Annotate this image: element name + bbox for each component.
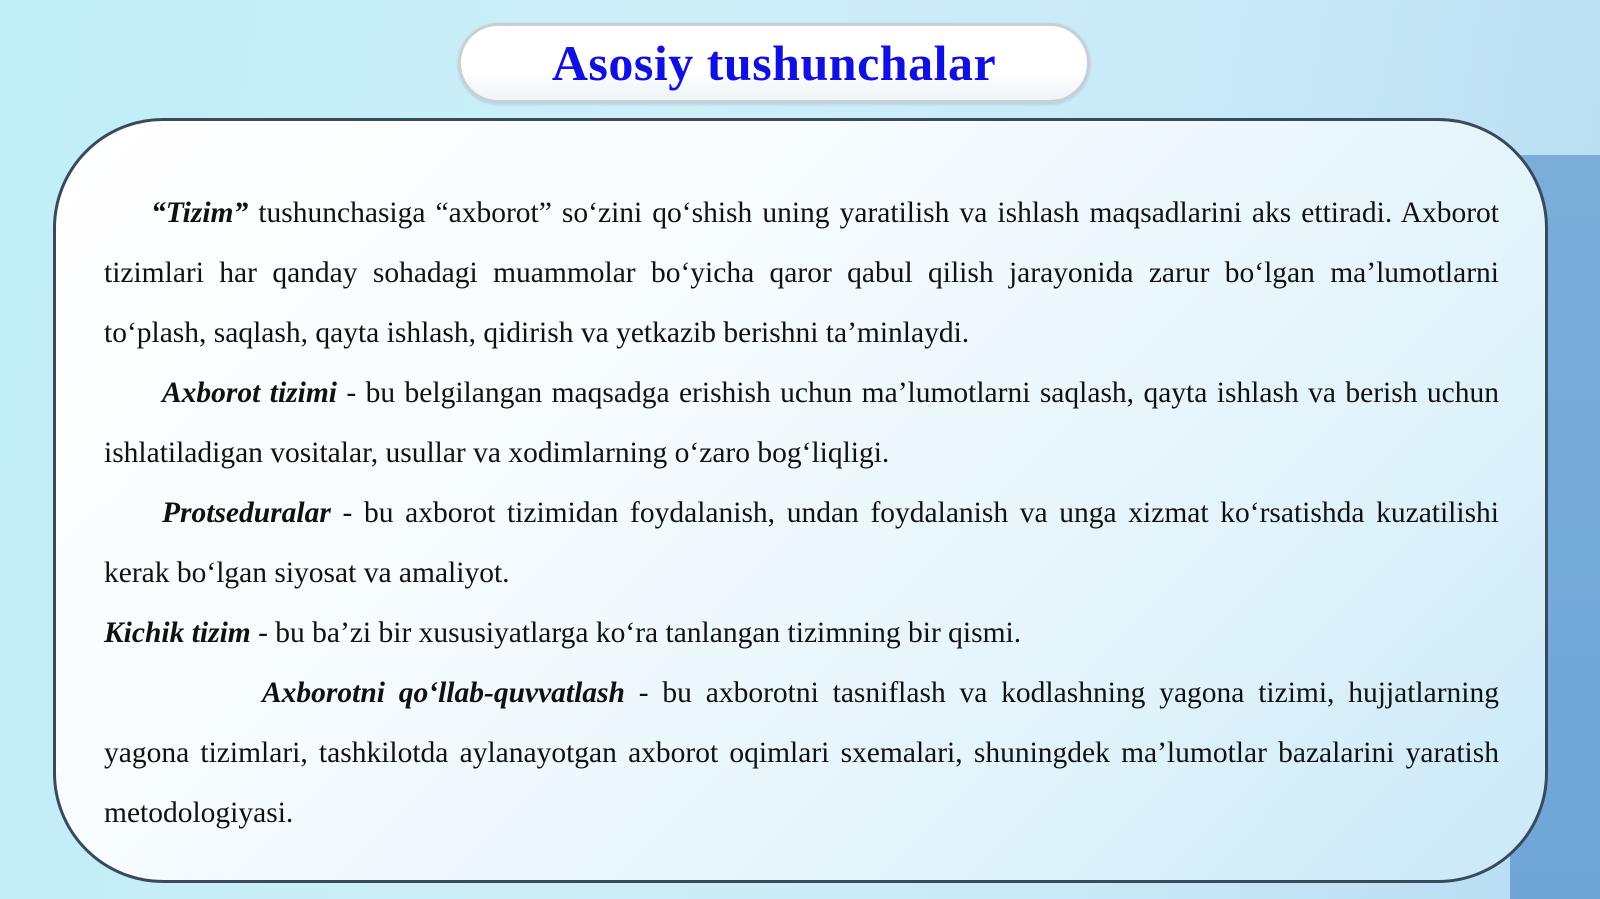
term-kichik-tizim: Kichik tizim bbox=[104, 617, 251, 649]
paragraph-axborot-tizimi bbox=[104, 363, 1499, 483]
definition-axborot-tizimi: - bu belgilangan maqsadga erishish uchun ma’lumotlarni saqlash, qayta ishlash va berish uchun ishlatiladigan vositalar, usullar va xodimlarning o‘zaro bog‘liqligi. bbox=[104, 377, 1499, 469]
term-axborot-tizimi: Axborot tizimi bbox=[162, 377, 337, 409]
slide-title: Asosiy tushunchalar bbox=[551, 35, 997, 91]
definition-protseduralar: - bu axborot tizimidan foydalanish, undan foydalanish va unga xizmat ko‘rsatishda kuzatilishi kerak bo‘lgan siyosat va amaliyot. bbox=[104, 497, 1499, 589]
paragraph-protseduralar bbox=[104, 483, 1499, 603]
term-tizim: “Tizim” bbox=[151, 197, 249, 229]
title-banner bbox=[458, 23, 1090, 103]
definitions-text bbox=[104, 183, 1499, 843]
definition-kichik-tizim: - bu ba’zi bir xususiyatlarga ko‘ra tanlangan tizimning bir qismi. bbox=[250, 617, 1022, 649]
paragraph-kichik-tizim bbox=[104, 603, 1499, 663]
term-axborotni-qollab: Axborotni qo‘llab-quvvatlash bbox=[262, 677, 625, 709]
paragraph-tizim bbox=[104, 183, 1499, 363]
content-panel bbox=[53, 118, 1548, 883]
definition-tizim: tushunchasiga “axborot” so‘zini qo‘shish uning yaratilish va ishlash maqsadlarini aks ettiradi. Axborot tizimlari har qanday sohadagi muammolar bo‘yicha qaror qabul qilish jarayonida zarur bo‘lgan ma’lumotlarni to‘plash, saqlash, qayta ishlash, qidirish va yetkazib berishni ta’minlaydi. bbox=[104, 197, 1499, 349]
definition-axborotni-qollab: - bu axborotni tasniflash va kodlashning yagona tizimi, hujjatlarning yagona tizimlari, tashkilotda aylanayotgan axborot oqimlari sxemalari, shuningdek ma’lumotlar bazalarini yaratish metodologiyasi. bbox=[104, 677, 1499, 829]
term-protseduralar: Protseduralar bbox=[162, 497, 331, 529]
paragraph-axborotni-qollab bbox=[104, 663, 1499, 843]
